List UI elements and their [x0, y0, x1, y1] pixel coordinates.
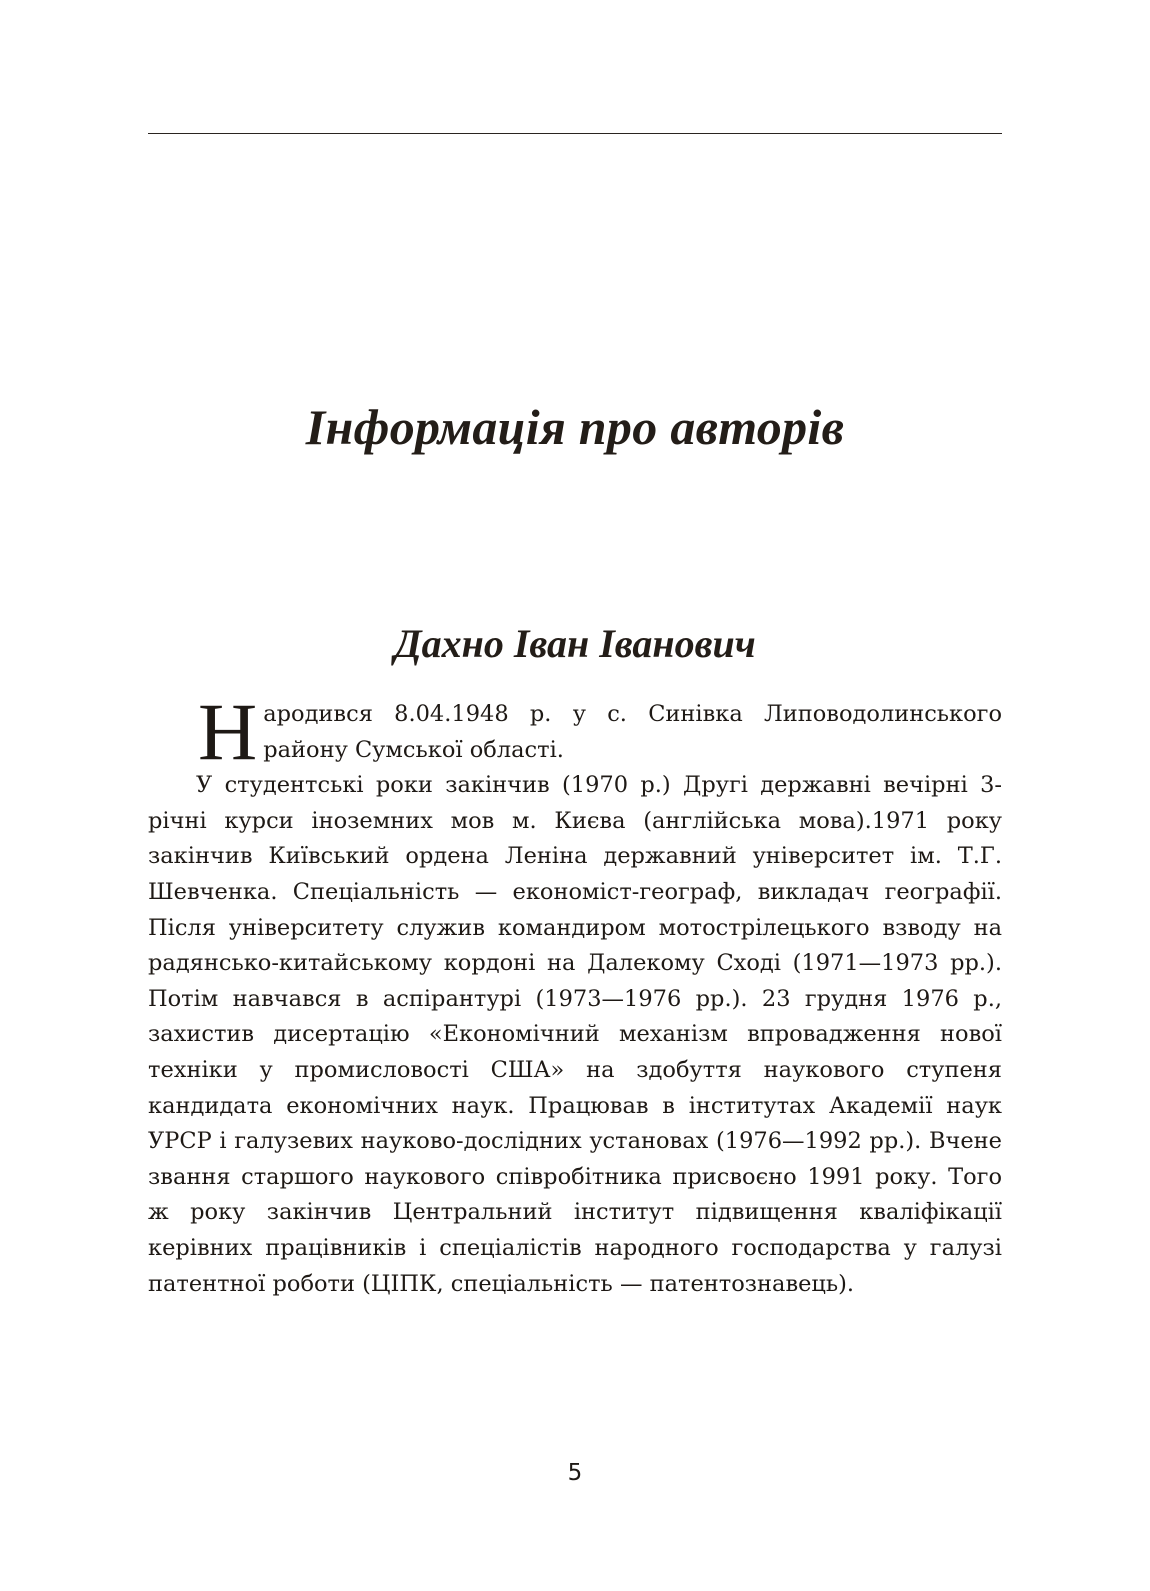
bio-paragraph-birth-text: ародився 8.04.1948 р. у с. Синівка Липоводолинського району Сумської області.	[263, 701, 1002, 763]
chapter-title: Інформація про авторів	[305, 399, 845, 455]
page-number: 5	[567, 1460, 583, 1486]
author-biography	[148, 686, 1002, 1302]
author-name-heading: Дахно Іван Іванович	[394, 621, 756, 666]
header-rule	[148, 133, 1002, 134]
bio-paragraph-birth	[148, 686, 1002, 777]
drop-cap-letter: Н	[198, 686, 258, 777]
bio-paragraph-career: У студентські роки закінчив (1970 р.) Другі державні вечірні 3-річні курси іноземних мов м. Києва (англійська мова).1971 року закінчив Київський ордена Леніна державний університет ім. Т.Г. Шевченка. Спеціальність — економіст-географ, викладач географії. Після університету служив командиром мотострілецького взводу на радянсько-китайському кордоні на Далекому Сході (1971—1973 рр.). Потім навчався в аспірантурі (1973—1976 рр.). 23 грудня 1976 р., захистив дисертацію «Економічний механізм впровадження нової техніки у промисловості США» на здобуття наукового ступеня кандидата економічних наук. Працював в інститутах Академії наук УРСР і галузевих науково-дослідних установах (1976—1992 рр.). Вчене звання старшого наукового співробітника присвоєно 1991 року. Того ж року закінчив Центральний інститут підвищення кваліфікації керівних працівників і спеціалістів народного господарства у галузі патентної роботи (ЦІПК, спеціальність — патентознавець).	[148, 772, 1002, 1297]
